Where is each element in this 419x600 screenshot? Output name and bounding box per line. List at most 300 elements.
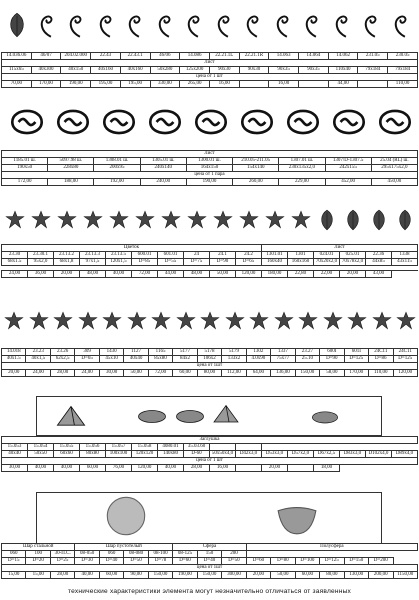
item-price: 24,00 xyxy=(75,370,99,377)
item-code: 14.062 xyxy=(328,53,358,60)
photo-row-2 xyxy=(0,96,419,151)
item-price: 60,00 xyxy=(80,465,106,472)
item-price: 30,00 xyxy=(2,465,28,472)
price-caption: цена от 1шт xyxy=(2,565,418,572)
photo-row-6 xyxy=(0,492,419,542)
item-price: 180,00 xyxy=(262,271,288,278)
item-price: 170,00 xyxy=(31,81,61,88)
item-code: 600.01 xyxy=(132,252,158,259)
item-size: 80x80 xyxy=(80,451,106,458)
item-price: 330,00 xyxy=(150,81,180,88)
item-code: 14.086 xyxy=(180,53,210,60)
item-size: 160x40 xyxy=(262,259,288,266)
ornament-icon xyxy=(328,100,370,144)
item-price: 450,00 xyxy=(371,179,417,186)
item-code: 025.01 xyxy=(340,252,366,259)
item-price: 300,00 xyxy=(222,572,246,579)
item-price: 58,00 xyxy=(320,370,344,377)
item-price: 190,00 xyxy=(173,572,197,579)
item-diameter: D=200 xyxy=(369,558,393,565)
item-price: 20,00 xyxy=(246,572,270,579)
item-code: 230.05 xyxy=(388,53,418,60)
item-diameter: D=125 xyxy=(320,558,344,565)
scroll-icon xyxy=(152,2,178,48)
item-code: 1300.01 ш. xyxy=(186,158,232,165)
item-code: 14.063 xyxy=(269,53,299,60)
item-size: 90x30 xyxy=(209,67,239,74)
item-price: 60,00 xyxy=(173,370,197,377)
rosette-icon xyxy=(322,304,344,338)
item-size: 70x78x2,0 xyxy=(340,259,366,266)
item-price: 190,00 xyxy=(61,81,91,88)
scroll-icon xyxy=(122,2,148,48)
table-2 xyxy=(1,150,418,186)
flower-icon xyxy=(160,202,182,238)
item-code: 5177 xyxy=(173,349,197,356)
table-caption-flower: Цветок xyxy=(2,245,262,252)
item-size: 68x1,8 xyxy=(54,259,80,266)
photo-row-5 xyxy=(0,396,419,434)
section-spheres xyxy=(0,492,419,586)
photo-row-1 xyxy=(0,0,419,50)
item-price: 1150,00 xyxy=(393,572,418,579)
item-price: 16,00 xyxy=(210,465,236,472)
item-code: 22.36 xyxy=(366,252,392,259)
item-code: 309 xyxy=(75,349,99,356)
item-code: 1127 xyxy=(124,349,148,356)
item-price: 240,00 xyxy=(140,179,186,186)
flower-icon xyxy=(30,202,52,238)
item-diameter: D=78 xyxy=(148,558,172,565)
item-price: 50,00 xyxy=(124,370,148,377)
item-code: 231.05 xyxy=(358,53,388,60)
item-price: 24,00 xyxy=(26,370,50,377)
sphere-size: 08-125 xyxy=(173,551,197,558)
item-price: 110,00 xyxy=(369,370,393,377)
item-price: 452,00 xyxy=(325,179,371,186)
item-price: 76,00 xyxy=(106,465,132,472)
item-price: 195,00 xyxy=(120,81,150,88)
item-price: 80,00 xyxy=(197,370,221,377)
item-size: 50x280 xyxy=(150,67,180,74)
item-size: 154x140 xyxy=(233,165,279,172)
item-size: 230x135x2,0 xyxy=(279,165,325,172)
table-6 xyxy=(1,543,418,579)
item-price xyxy=(288,465,314,472)
item-size: 40x160 xyxy=(91,67,121,74)
ornament-icon xyxy=(98,100,140,144)
item-size: D83x3,0 xyxy=(340,451,366,458)
item-diameter: D=100 xyxy=(295,558,319,565)
flower-icon xyxy=(56,202,78,238)
item-price: 30,00 xyxy=(99,370,123,377)
item-code: 1301 xyxy=(288,252,314,259)
ornament-icon xyxy=(236,100,278,144)
item-code: 23.13.5 xyxy=(106,252,132,259)
item-size: 50x50x4,0 xyxy=(210,451,236,458)
item-diameter: D=15 xyxy=(2,558,26,565)
price-caption: цена от 1 пара xyxy=(2,172,418,179)
item-price: 120,00 xyxy=(393,370,418,377)
item-size: 4.0x90 xyxy=(246,356,270,363)
item-price: 60,00 xyxy=(295,572,319,579)
item-code: 23.30 xyxy=(2,252,28,259)
item-price: 50,00 xyxy=(210,271,236,278)
item-code: 1305.01 ш. xyxy=(140,158,186,165)
flower-icon xyxy=(238,202,260,238)
item-code: 1307.01 ш. xyxy=(279,158,325,165)
rosette-icon xyxy=(395,304,417,338)
item-price: 265,00 xyxy=(180,81,210,88)
table-3 xyxy=(1,244,418,278)
scroll-icon xyxy=(240,2,266,48)
item-size: 84x2 xyxy=(173,356,197,363)
item-price: 48,00 xyxy=(184,271,210,278)
item-size: D=75 xyxy=(184,259,210,266)
item-size: 43x115 xyxy=(392,259,418,266)
item-price: 20,00 xyxy=(340,271,366,278)
item-price: 16,00 xyxy=(269,81,299,88)
item-size: 100x100 xyxy=(106,451,132,458)
section-flowers xyxy=(0,198,419,290)
item-price: 192,00 xyxy=(94,179,140,186)
footer-note: технические характеристики элемента могут незначительно отличаться от заявленных xyxy=(67,588,352,595)
item-size: D42x3,0 xyxy=(236,451,262,458)
item-price: 18,00 xyxy=(314,465,340,472)
item-diameter: D=40 xyxy=(197,558,221,565)
item-size: 40x300 xyxy=(31,67,61,74)
item-size: 95x2,0 xyxy=(28,259,54,266)
oval-cap-icon xyxy=(300,402,350,430)
item-price: 136,00 xyxy=(271,370,295,377)
item-size: 190x50 xyxy=(2,165,48,172)
item-size: D=125 xyxy=(344,356,368,363)
item-size: 40x150 xyxy=(61,67,91,74)
item-code: 1165 xyxy=(148,349,172,356)
item-code: 5178 xyxy=(197,349,221,356)
item-code: 24.2 xyxy=(236,252,262,259)
item-size: 242x155 xyxy=(325,165,371,172)
item-code: 1338 xyxy=(392,252,418,259)
label-hollow-ball: Шар пустотелый xyxy=(75,544,173,551)
item-size: D=90 xyxy=(210,259,236,266)
item-price: 22,80 xyxy=(288,271,314,278)
table-caption: Лист xyxy=(2,151,418,158)
item-code: 15.053 xyxy=(2,444,28,451)
item-size: 90x35 xyxy=(269,67,299,74)
item-code: 5097.98 ш. xyxy=(48,158,94,165)
item-size: 110x40 xyxy=(328,67,358,74)
item-size: 160x160 xyxy=(288,259,314,266)
scroll-icon xyxy=(211,2,237,48)
leaf-icon xyxy=(394,202,416,238)
item-code: 15.055 xyxy=(54,444,80,451)
item-price: 64,00 xyxy=(246,370,270,377)
label-hemisphere: Полусфера xyxy=(246,544,417,551)
item-price: 188,00 xyxy=(48,179,94,186)
item-price: 72,00 xyxy=(148,370,172,377)
steel-ball-icon xyxy=(104,494,148,538)
item-code: 14.064 xyxy=(299,53,329,60)
table-caption-leaf: Лист xyxy=(262,245,418,252)
item-size: 115x65 xyxy=(2,67,32,74)
item-price: 150,00 xyxy=(197,572,221,579)
scroll-icon xyxy=(181,2,207,48)
item-size: D57x2,0 xyxy=(288,451,314,458)
item-code: 4080.01 xyxy=(158,444,184,451)
sphere-size: 150 xyxy=(197,551,221,558)
item-price: 15,00 xyxy=(26,572,50,579)
item-price: 44,00 xyxy=(158,271,184,278)
item-price: 190,00 xyxy=(186,179,232,186)
item-code: 600I xyxy=(320,349,344,356)
item-diameter: D=60 xyxy=(173,558,197,565)
price-caption: цена от 1 шт xyxy=(2,74,418,81)
rosette-icon xyxy=(126,304,148,338)
item-size: 85x80 xyxy=(148,356,172,363)
item-code: 5179 xyxy=(222,349,246,356)
photo-row-4 xyxy=(0,300,419,344)
item-code: 22.43 xyxy=(91,53,121,60)
rosette-icon xyxy=(101,304,123,338)
item-price: 20,00 xyxy=(54,271,80,278)
ornament-icon xyxy=(144,100,186,144)
item-size: D=90 xyxy=(320,356,344,363)
rosette-icon xyxy=(199,304,221,338)
item-size: 60x60 xyxy=(54,451,80,458)
label-sphere: Сфера xyxy=(173,544,246,551)
price-caption: цена от 1 шт xyxy=(2,458,418,465)
item-size: 50x50 xyxy=(28,451,54,458)
leaf-icon xyxy=(4,2,30,48)
table-4 xyxy=(1,348,418,377)
flower-icon xyxy=(212,202,234,238)
rosette-icon xyxy=(273,304,295,338)
item-diameter: D=30 xyxy=(75,558,99,565)
item-price: 40,00 xyxy=(106,271,132,278)
flower-icon xyxy=(134,202,156,238)
sphere-size: 100 xyxy=(26,551,50,558)
ornament-icon xyxy=(190,100,232,144)
item-price: 110,00 xyxy=(388,81,418,88)
rosette-icon xyxy=(52,304,74,338)
item-size: 79x184 xyxy=(388,67,418,74)
item-price: 229,00 xyxy=(279,179,325,186)
item-code: 35.03.60 xyxy=(184,444,210,451)
item-size: 120x1,5 xyxy=(106,259,132,266)
sphere-size: 060 xyxy=(99,551,123,558)
item-price: 120,00 xyxy=(132,465,158,472)
rosette-icon xyxy=(297,304,319,338)
item-price: 40,00 xyxy=(28,465,54,472)
rosette-icon xyxy=(77,304,99,338)
item-size: 90x30 xyxy=(239,67,269,74)
item-diameter: D=40 xyxy=(99,558,123,565)
item-price: 43,00 xyxy=(366,271,392,278)
ornament-icon xyxy=(282,100,324,144)
item-price: 150,00 xyxy=(148,572,172,579)
item-size: 62x2,5 xyxy=(50,356,74,363)
section-caps xyxy=(0,396,419,480)
table-1 xyxy=(1,52,418,88)
item-size: 240x140 xyxy=(140,165,186,172)
item-size: 25.10 xyxy=(295,356,319,363)
ornament-icon xyxy=(6,100,48,144)
rosette-icon xyxy=(175,304,197,338)
item-code: 1301.01 xyxy=(262,252,288,259)
rosette-icon xyxy=(371,304,393,338)
item-price: 200,00 xyxy=(369,572,393,579)
item-code: 1430 xyxy=(99,349,123,356)
scroll-icon xyxy=(93,2,119,48)
item-size: 140x80 xyxy=(158,451,184,458)
flower-icon xyxy=(186,202,208,238)
scroll-icon xyxy=(34,2,60,48)
section-leaves-2 xyxy=(0,96,419,192)
item-size: 133x2 xyxy=(222,356,246,363)
item-size: D=55 xyxy=(158,259,184,266)
item-code: 1337 xyxy=(271,349,295,356)
scroll-icon xyxy=(270,2,296,48)
item-diameter: D=20 xyxy=(26,558,50,565)
sphere-size: 30-П.С. xyxy=(50,551,74,558)
leaf-icon xyxy=(316,202,338,238)
item-code: 24С11 xyxy=(369,349,393,356)
item-price xyxy=(236,465,262,472)
item-price: 44,00 xyxy=(328,81,358,88)
rosette-icon xyxy=(224,304,246,338)
leaf-icon xyxy=(342,202,364,238)
item-code: 14.018 xyxy=(2,349,26,356)
item-size: 40x160 xyxy=(120,67,150,74)
item-code: 1308.01 ш. xyxy=(94,158,140,165)
sphere-size: 200 xyxy=(222,551,246,558)
flower-icon xyxy=(264,202,286,238)
flower-icon xyxy=(4,202,26,238)
item-code: 22.21.1R xyxy=(239,53,269,60)
rosette-icon xyxy=(248,304,270,338)
item-price: 40,00 xyxy=(158,465,184,472)
item-price: 112,00 xyxy=(222,370,246,377)
item-price: 130,00 xyxy=(344,572,368,579)
leaf-icon xyxy=(368,202,390,238)
item-size: 40x1.5 xyxy=(2,356,26,363)
item-size: D=85 xyxy=(132,259,158,266)
rosette-icon xyxy=(28,304,50,338)
item-price: 48,00 xyxy=(80,271,106,278)
item-code: 204.02.000 xyxy=(61,53,91,60)
item-code: 25.04 (RL) ш. xyxy=(371,158,417,165)
item-size: 70x20x2,0 xyxy=(314,259,340,266)
item-price: 36,00 xyxy=(28,271,54,278)
item-code: 46/06 xyxy=(150,53,180,60)
sphere-size: 08-100 xyxy=(148,551,172,558)
item-code: 23.26 xyxy=(50,349,74,356)
item-diameter: D=25 xyxy=(50,558,74,565)
item-code: 24 xyxy=(184,252,210,259)
item-price: 15,00 xyxy=(2,572,26,579)
item-size: 75x77 xyxy=(271,356,295,363)
item-price: 40,00 xyxy=(54,465,80,472)
item-price: 60,00 xyxy=(99,572,123,579)
item-size: 40x40 xyxy=(2,451,28,458)
item-price: 70,00 xyxy=(2,81,32,88)
item-code: 23.30.1 xyxy=(28,252,54,259)
item-price: 28,00 xyxy=(50,370,74,377)
item-price: 20,00 xyxy=(262,465,288,472)
section-rosettes xyxy=(0,300,419,384)
scroll-icon xyxy=(388,2,414,48)
item-price: 50,00 xyxy=(271,572,295,579)
item-diameter: D=80 xyxy=(271,558,295,565)
item-price: 20,00 xyxy=(2,370,26,377)
scroll-icon xyxy=(63,2,89,48)
ornament-icon xyxy=(52,100,94,144)
item-code xyxy=(236,444,262,451)
square-cap-icon xyxy=(132,400,172,430)
table-caption: Лист xyxy=(2,60,418,67)
item-price: 90,00 xyxy=(124,572,148,579)
item-size: 164x150 xyxy=(186,165,232,172)
item-price: 22,00 xyxy=(314,271,340,278)
item-size: 120x120 xyxy=(132,451,158,458)
item-diameter: D=50 xyxy=(124,558,148,565)
item-price: 170,00 xyxy=(344,370,368,377)
item-diameter: D=50 xyxy=(222,558,246,565)
item-price: 72,00 xyxy=(132,271,158,278)
item-price: 260,00 xyxy=(233,179,279,186)
item-size: 68x1.5 xyxy=(2,259,28,266)
table-5 xyxy=(1,436,418,472)
flower-icon xyxy=(82,202,104,238)
item-code: 24С11 xyxy=(393,349,418,356)
item-size: D=65 xyxy=(75,356,99,363)
item-price: 172,00 xyxy=(2,179,48,186)
item-code: 22.43.1 xyxy=(120,53,150,60)
round-cap-icon xyxy=(170,400,210,430)
item-size: 45x10 xyxy=(99,356,123,363)
item-diameter: D=150 xyxy=(344,558,368,565)
item-price: 195,00 xyxy=(91,81,121,88)
item-code: 1307/D-1307.5 xyxy=(325,158,371,165)
item-code: 601.01 xyxy=(158,252,184,259)
flower-icon xyxy=(108,202,130,238)
photo-row-3 xyxy=(0,198,419,244)
item-code: 23.13.3 xyxy=(80,252,106,259)
item-code: 601I xyxy=(344,349,368,356)
price-caption: цена от 1шт xyxy=(2,363,418,370)
item-price: 24,00 xyxy=(2,271,28,278)
sphere-size: 08-080 xyxy=(124,551,148,558)
item-size: 40x40 xyxy=(124,356,148,363)
flat-cap-icon xyxy=(206,398,246,428)
item-code: 15.054 xyxy=(28,444,54,451)
flower-icon xyxy=(290,202,312,238)
item-size: 79x184 xyxy=(358,67,388,74)
item-size: 295x175x2,0 xyxy=(371,165,417,172)
item-size: 90x35 xyxy=(299,67,329,74)
item-price xyxy=(358,81,388,88)
item-size: D67x2,5 xyxy=(314,451,340,458)
item-code: 15.056 xyxy=(80,444,106,451)
scroll-icon xyxy=(358,2,384,48)
rosette-icon xyxy=(3,304,25,338)
item-price xyxy=(239,81,269,88)
sphere-size: 060 xyxy=(2,551,26,558)
item-size: D=86 xyxy=(369,356,393,363)
item-code: 024.01 xyxy=(314,252,340,259)
item-code: 24.1 xyxy=(210,252,236,259)
